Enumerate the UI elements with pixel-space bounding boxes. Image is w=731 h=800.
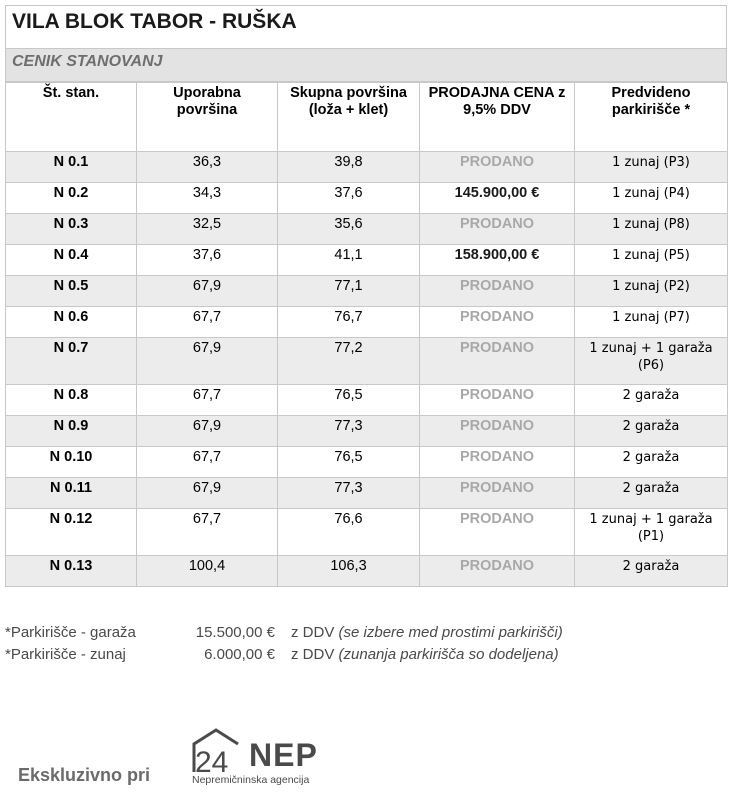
parking-cell: 1 zunaj (P2) [575, 276, 728, 307]
usable-area-cell: 67,7 [137, 385, 278, 416]
usable-area-cell: 37,6 [137, 245, 278, 276]
column-header-parking: Predvideno parkirišče * [575, 83, 728, 152]
column-header-total-area: Skupna površina (loža + klet) [278, 83, 420, 152]
table-row [6, 447, 728, 478]
table-body [6, 152, 728, 587]
parking-cell: 2 garaža [575, 416, 728, 447]
unit-cell: N 0.3 [6, 214, 137, 245]
note-ddv: z DDV [291, 646, 335, 663]
note-label: *Parkirišče - zunaj [5, 646, 126, 663]
note-remark: (se izbere med prostimi parkirišči) [338, 624, 563, 641]
usable-area-cell: 67,7 [137, 307, 278, 338]
total-area-cell: 76,7 [278, 307, 420, 338]
price-cell: PRODANO [420, 214, 575, 245]
unit-cell: N 0.7 [6, 338, 137, 385]
note-label: *Parkirišče - garaža [5, 624, 136, 641]
note-outdoor [5, 646, 563, 668]
note-price: 15.500,00 € [195, 624, 275, 641]
price-cell: 145.900,00 € [420, 183, 575, 214]
price-cell: PRODANO [420, 556, 575, 587]
table-row [6, 214, 728, 245]
parking-cell: 1 zunaj (P3) [575, 152, 728, 183]
parking-notes [5, 624, 563, 668]
page-title: VILA BLOK TABOR - RUŠKA [5, 5, 727, 49]
unit-cell: N 0.1 [6, 152, 137, 183]
note-remark: (zunanja parkirišča so dodeljena) [338, 646, 559, 663]
price-cell: PRODANO [420, 276, 575, 307]
column-header-price: PRODAJNA CENA z 9,5% DDV [420, 83, 575, 152]
parking-cell: 2 garaža [575, 447, 728, 478]
usable-area-cell: 100,4 [137, 556, 278, 587]
parking-cell: 2 garaža [575, 385, 728, 416]
price-cell: PRODANO [420, 338, 575, 385]
table-row [6, 245, 728, 276]
table-row [6, 338, 728, 385]
usable-area-cell: 67,7 [137, 509, 278, 556]
table-row [6, 416, 728, 447]
price-table [5, 82, 728, 587]
total-area-cell: 77,1 [278, 276, 420, 307]
section-subtitle: CENIK STANOVANJ [5, 49, 727, 82]
column-header-usable-area: Uporabna površina [137, 83, 278, 152]
usable-area-cell: 67,7 [137, 447, 278, 478]
usable-area-cell: 67,9 [137, 416, 278, 447]
parking-cell: 1 zunaj (P7) [575, 307, 728, 338]
table-row [6, 183, 728, 214]
table-row [6, 307, 728, 338]
unit-cell: N 0.12 [6, 509, 137, 556]
unit-cell: N 0.4 [6, 245, 137, 276]
total-area-cell: 77,3 [278, 416, 420, 447]
note-price: 6.000,00 € [204, 646, 275, 663]
unit-cell: N 0.9 [6, 416, 137, 447]
total-area-cell: 76,6 [278, 509, 420, 556]
unit-cell: N 0.6 [6, 307, 137, 338]
parking-cell: 1 zunaj + 1 garaža (P1) [575, 509, 728, 556]
logo-word: NEP [249, 737, 318, 773]
logo-tagline: Nepremičninska agencija [192, 774, 310, 786]
price-cell: PRODANO [420, 447, 575, 478]
table-row [6, 152, 728, 183]
price-cell: PRODANO [420, 478, 575, 509]
parking-cell: 2 garaža [575, 556, 728, 587]
parking-cell: 1 zunaj (P8) [575, 214, 728, 245]
price-cell: PRODANO [420, 152, 575, 183]
total-area-cell: 77,3 [278, 478, 420, 509]
unit-cell: N 0.10 [6, 447, 137, 478]
price-cell: PRODANO [420, 509, 575, 556]
usable-area-cell: 67,9 [137, 478, 278, 509]
total-area-cell: 76,5 [278, 447, 420, 478]
table-row [6, 478, 728, 509]
total-area-cell: 41,1 [278, 245, 420, 276]
parking-cell: 1 zunaj (P4) [575, 183, 728, 214]
price-cell: PRODANO [420, 307, 575, 338]
unit-cell: N 0.11 [6, 478, 137, 509]
table-header-row [6, 83, 728, 152]
exclusive-text: Ekskluzivno pri [18, 765, 151, 785]
note-ddv: z DDV [291, 624, 335, 641]
unit-cell: N 0.13 [6, 556, 137, 587]
parking-cell: 1 zunaj + 1 garaža (P6) [575, 338, 728, 385]
price-cell: PRODANO [420, 385, 575, 416]
price-cell: 158.900,00 € [420, 245, 575, 276]
table-row [6, 385, 728, 416]
total-area-cell: 77,2 [278, 338, 420, 385]
total-area-cell: 106,3 [278, 556, 420, 587]
unit-cell: N 0.5 [6, 276, 137, 307]
price-list-sheet [5, 5, 727, 587]
usable-area-cell: 67,9 [137, 276, 278, 307]
table-row [6, 276, 728, 307]
usable-area-cell: 34,3 [137, 183, 278, 214]
table-row [6, 509, 728, 556]
total-area-cell: 37,6 [278, 183, 420, 214]
logo-number: 24 [195, 746, 229, 779]
total-area-cell: 76,5 [278, 385, 420, 416]
parking-cell: 1 zunaj (P5) [575, 245, 728, 276]
total-area-cell: 35,6 [278, 214, 420, 245]
usable-area-cell: 67,9 [137, 338, 278, 385]
parking-cell: 2 garaža [575, 478, 728, 509]
price-cell: PRODANO [420, 416, 575, 447]
unit-cell: N 0.2 [6, 183, 137, 214]
total-area-cell: 39,8 [278, 152, 420, 183]
usable-area-cell: 36,3 [137, 152, 278, 183]
usable-area-cell: 32,5 [137, 214, 278, 245]
column-header-unit: Št. stan. [6, 83, 137, 152]
unit-cell: N 0.8 [6, 385, 137, 416]
table-row [6, 556, 728, 587]
note-garage [5, 624, 563, 646]
